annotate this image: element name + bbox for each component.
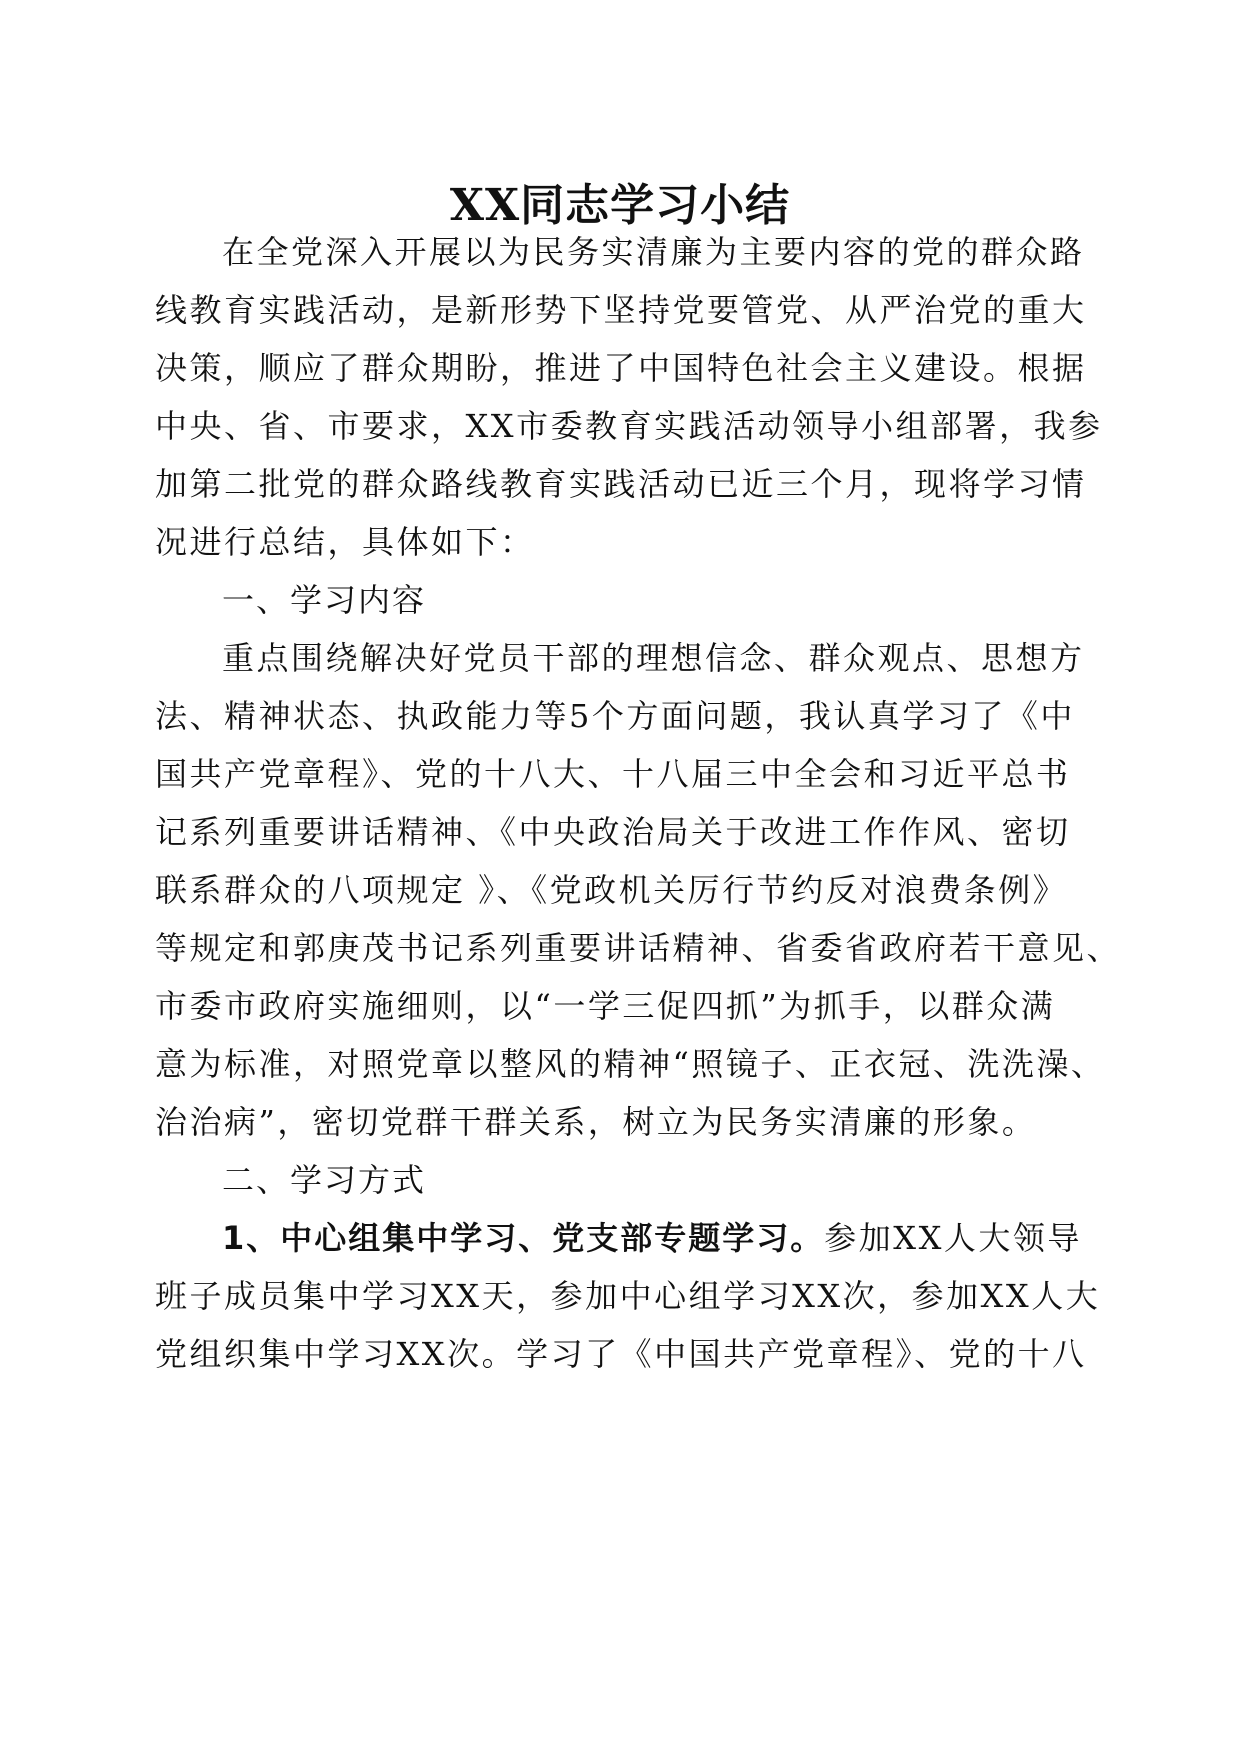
section2-line: 班子成员集中学习XX天，参加中心组学习XX次，参加XX人大 [155, 1277, 1101, 1315]
intro-line: 中央、省、市要求，XX市委教育实践活动领导小组部署，我参 [155, 407, 1103, 445]
section-heading-method: 二、学习方式 [222, 1161, 427, 1199]
intro-line: 加第二批党的群众路线教育实践活动已近三个月，现将学习情 [155, 465, 1087, 503]
section1-line: 联系群众的八项规定 》、《党政机关厉行节约反对浪费条例》 [155, 871, 1068, 909]
subheading-rest: 参加XX人大领导 [824, 1219, 1082, 1257]
intro-line: 决策，顺应了群众期盼，推进了中国特色社会主义建设。根据 [155, 349, 1087, 387]
section1-line: 法、精神状态、执政能力等5个方面问题，我认真学习了《中 [155, 697, 1075, 735]
document-title: XX同志学习小结 [449, 180, 791, 231]
section1-line: 记系列重要讲话精神、《中央政治局关于改进工作作风、密切 [155, 813, 1071, 851]
section1-line: 国共产党章程》、党的十八大、十八届三中全会和习近平总书 [155, 755, 1071, 793]
section2-subheading-line [222, 1216, 1082, 1260]
intro-line: 在全党深入开展以为民务实清廉为主要内容的党的群众路 [222, 233, 1085, 271]
section1-line: 等规定和郭庚茂书记系列重要讲话精神、省委省政府若干意见、 [155, 929, 1122, 967]
subheading-bold: 1、中心组集中学习、党支部专题学习。 [222, 1219, 825, 1257]
intro-line: 线教育实践活动，是新形势下坚持党要管党、从严治党的重大 [155, 291, 1087, 329]
intro-line: 况进行总结，具体如下： [155, 523, 535, 561]
section-heading-content: 一、学习内容 [222, 581, 427, 619]
section1-line: 重点围绕解决好党员干部的理想信念、群众观点、思想方 [222, 639, 1085, 677]
section1-line: 意为标准，对照党章以整风的精神“照镜子、正衣冠、洗洗澡、 [155, 1045, 1106, 1083]
section2-line: 党组织集中学习XX次。学习了《中国共产党章程》、党的十八 [155, 1335, 1087, 1373]
section1-line: 治治病”，密切党群干群关系，树立为民务实清廉的形象。 [155, 1103, 1037, 1141]
section1-line: 市委市政府实施细则，以“一学三促四抓”为抓手，以群众满 [155, 987, 1056, 1025]
